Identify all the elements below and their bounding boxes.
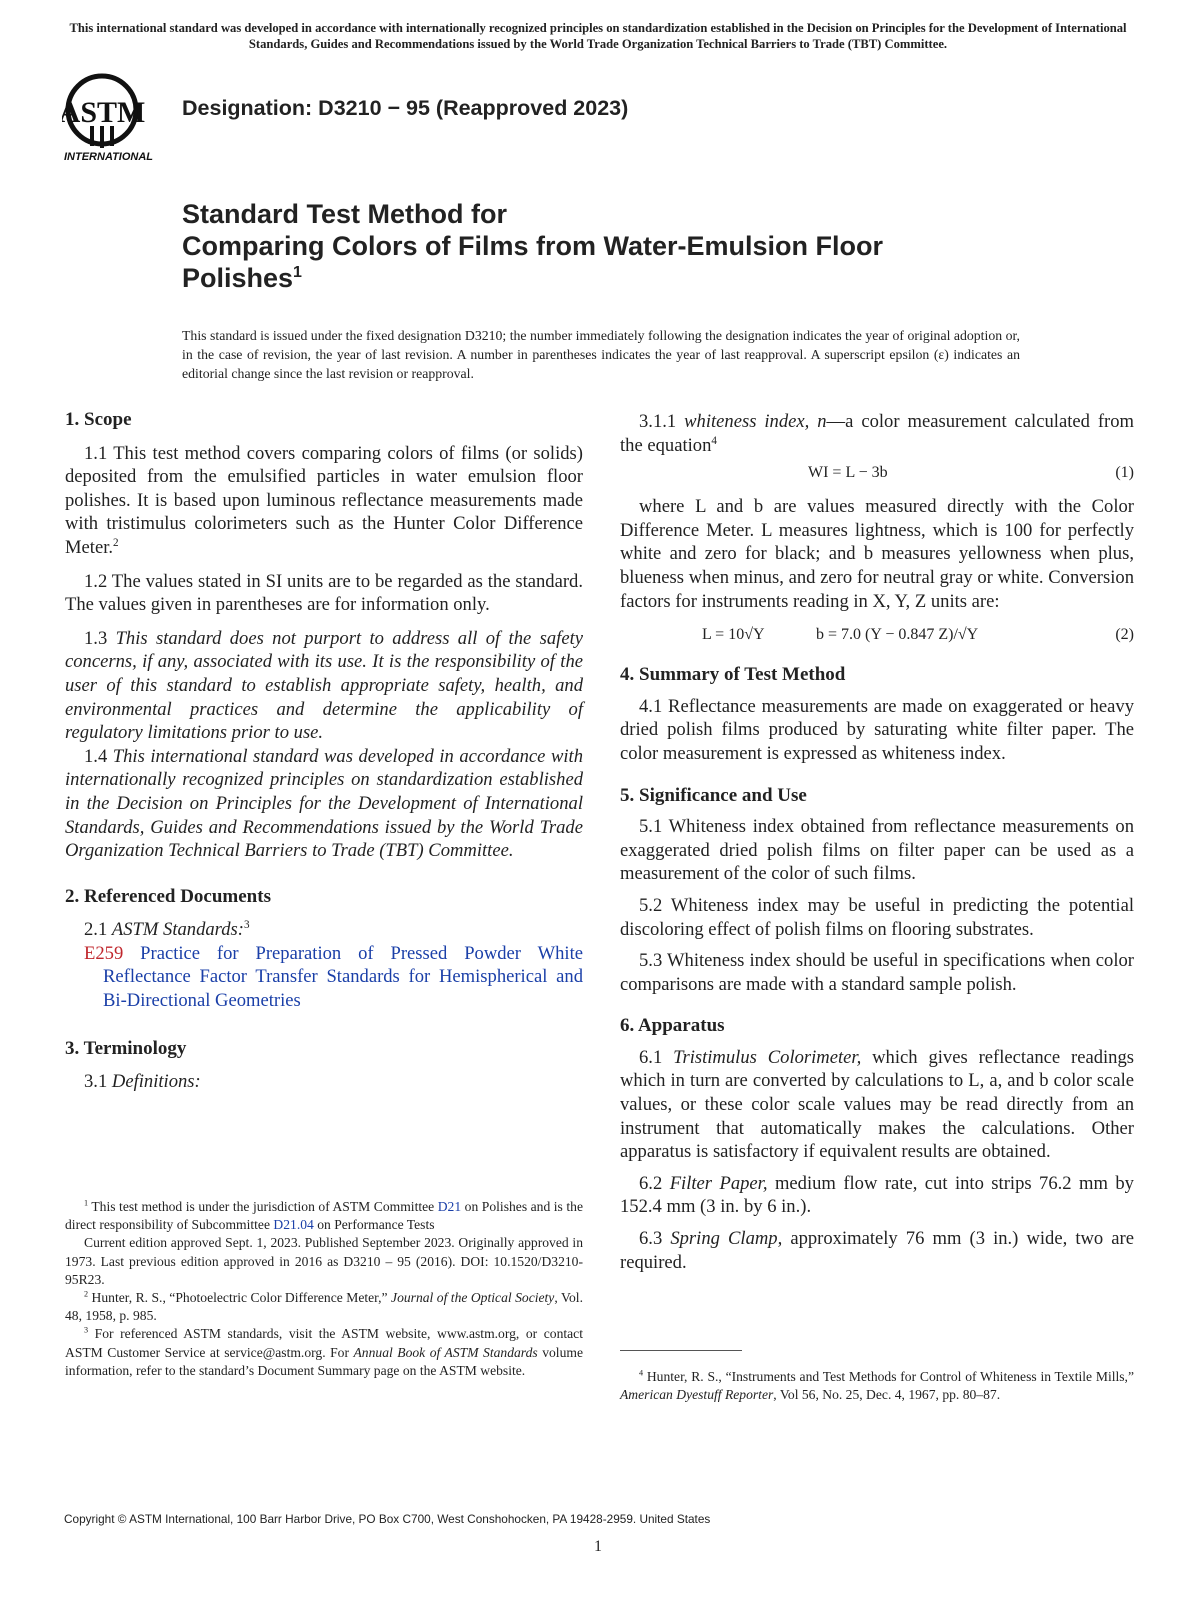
para-4-1: 4.1 Reflectance measurements are made on exaggerated or heavy dried polish films produced by saturating white filter paper. The color measurement is expressed as whiteness index.	[620, 695, 1134, 764]
reference-title-link[interactable]: Practice for Preparation of Pressed Powder White Reflectance Factor Transfer Standards for Hemispherical and Bi-Directional Geometries	[103, 942, 583, 1012]
section-heading-significance: 5. Significance and Use	[620, 784, 807, 806]
footnote-divider	[620, 1350, 742, 1351]
para-6-2: 6.2 Filter Paper, medium flow rate, cut into strips 76.2 mm by 152.4 mm (3 in. by 6 in.).	[620, 1172, 1134, 1218]
para-2-1: 2.1 ASTM Standards:$^3$	[84, 919, 250, 941]
section-heading-apparatus: 6. Apparatus	[620, 1015, 725, 1037]
subcommittee-link[interactable]: D21.04	[273, 1217, 314, 1233]
reference-code-link[interactable]: E259	[84, 942, 124, 964]
page-number: 1	[594, 1538, 602, 1555]
logo-subtitle: INTERNATIONAL	[64, 151, 154, 163]
equation-2-number: (2)	[1115, 626, 1134, 644]
para-5-1: 5.1 Whiteness index obtained from reflectance measurements on exaggerated dried polish films on filter paper can be used as a measurement of the color of such films.	[620, 816, 1134, 885]
title-line-2: Comparing Colors of Films from Water-Emulsion Floor	[182, 231, 884, 261]
equation-2-lightness: L = 10√Y	[702, 626, 765, 644]
footnote-3: $^3$ For referenced ASTM standards, visit the ASTM website, www.astm.org, or contact ASTM Customer Service at service@astm.org. For Annual Book of ASTM Standards volume information, refer to the standard’s Document Summary page on the ASTM website.	[65, 1325, 583, 1378]
logo-lettering: ASTM	[62, 96, 146, 129]
footnote-4: $^4$ Hunter, R. S., “Instruments and Test Methods for Control of Whiteness in Textile Mills,” American Dyestuff Reporter, Vol 56, No. 25, Dec. 4, 1967, pp. 80–87.	[620, 1368, 1134, 1403]
right-column	[620, 410, 1134, 1274]
footnote-4-block	[620, 1368, 1134, 1404]
section-heading-referenced: 2. Referenced Documents	[65, 885, 271, 907]
footnote-1: $^1$ This test method is under the jurisdiction of ASTM Committee D21 on Polishes and is the direct responsibility of Subcommittee D21.04 on Performance Tests	[65, 1198, 583, 1233]
section-heading-summary: 4. Summary of Test Method	[620, 664, 846, 686]
section-heading-scope: 1. Scope	[65, 409, 132, 430]
equation-2	[620, 623, 1134, 649]
footnote-1-edition: Current edition approved Sept. 1, 2023. Published September 2023. Originally approved in 1973. Last previous edition approved in 2016 as D3210 – 95 (2016). DOI: 10.1520/D3210-95R23.	[65, 1235, 583, 1287]
para-6-1: 6.1 Tristimulus Colorimeter, which gives reflectance readings which in turn are converted by calculations to L, a, and b color scale values, or these color scale values may be read directly from an instrument that automatically makes the calculations. Other apparatus is satisfactory if equivalent results are obtained.	[620, 1046, 1135, 1163]
equation-1	[620, 461, 1134, 487]
equation-1-number: (1)	[1115, 464, 1134, 482]
left-footnotes	[65, 1198, 583, 1380]
equation-2-yellowness: b = 7.0 (Y − 0.847 Z)/√Y	[816, 626, 979, 644]
para-3-1: 3.1 Definitions:	[84, 1071, 201, 1093]
para-1-4: 1.4 This international standard was developed in accordance with internationally recognized principles on standardization established in the Decision on Principles for the Development of International Standards, Guides and Recommendations issued by the World Trade Organization Technical Barriers to Trade (TBT) Committee.	[65, 745, 584, 862]
left-column	[65, 408, 583, 1094]
development-notice: This international standard was developed in accordance with internationally recognized principles on standardization established in the Decision on Principles for the Development of International Standards, Guides and Recommendations issued by the World Trade Organization Technical Barriers to Trade (TBT) Committee.	[69, 21, 1127, 51]
reference-e259[interactable]	[65, 942, 583, 1013]
title-footnote-ref: 1	[293, 264, 302, 281]
right-footnotes	[620, 1350, 1134, 1351]
para-5-2: 5.2 Whiteness index may be useful in predicting the potential discoloring effect of polish films on flooring substrates.	[620, 894, 1134, 940]
para-where: where L and b are values measured directly with the Color Difference Meter. L measures lightness, which is 100 for perfectly white and zero for black; and b measures yellowness when plus, blueness when minus, and zero for neutral gray or white. Conversion factors for instruments reading in X, Y, Z units are:	[620, 496, 1134, 612]
astm-logo	[62, 70, 168, 166]
para-3-1-1: 3.1.1 whiteness index, n—a color measurement calculated from the equation$^4$	[620, 411, 1134, 456]
para-1-1: 1.1 This test method covers comparing colors of films (or solids) deposited from the emulsified particles in water emulsion floor polishes. It is based upon luminous reflectance measurements made with tristimulus colorimeters such as the Hunter Color Difference Meter.$^2$	[65, 442, 583, 558]
document-title	[182, 198, 883, 294]
equation-1-body: WI = L − 3b	[808, 464, 888, 482]
para-5-3: 5.3 Whiteness index should be useful in specifications when color comparisons are made with a standard sample polish.	[620, 950, 1134, 995]
copyright-line: Copyright © ASTM International, 100 Barr Harbor Drive, PO Box C700, West Conshohocken, PA 19428-2959. United States	[64, 1512, 711, 1526]
title-line-1: Standard Test Method for	[182, 199, 508, 229]
footnote-2: $^2$ Hunter, R. S., “Photoelectric Color Difference Meter,” Journal of the Optical Society, Vol. 48, 1958, p. 985.	[65, 1289, 583, 1324]
standard-note: This standard is issued under the fixed designation D3210; the number immediately following the designation indicates the year of original adoption or, in the case of revision, the year of last revision. A number in parentheses indicates the year of last reapproval. A superscript epsilon (ε) indicates an editorial change since the last revision or reapproval.	[182, 328, 1020, 381]
para-1-3: 1.3 This standard does not purport to address all of the safety concerns, if any, associated with its use. It is the responsibility of the user of this standard to establish appropriate safety, health, and environmental practices and determine the applicability of regulatory limitations prior to use.	[65, 627, 583, 744]
para-1-2: 1.2 The values stated in SI units are to be regarded as the standard. The values given in parentheses are for information only.	[65, 570, 583, 616]
designation: Designation: D3210 − 95 (Reapproved 2023)	[182, 96, 629, 120]
committee-link[interactable]: D21	[437, 1199, 462, 1214]
title-line-3: Polishes	[182, 263, 294, 293]
para-6-3: 6.3 Spring Clamp, approximately 76 mm (3 in.) wide, two are required.	[620, 1228, 1134, 1273]
section-heading-terminology: 3. Terminology	[65, 1037, 187, 1059]
